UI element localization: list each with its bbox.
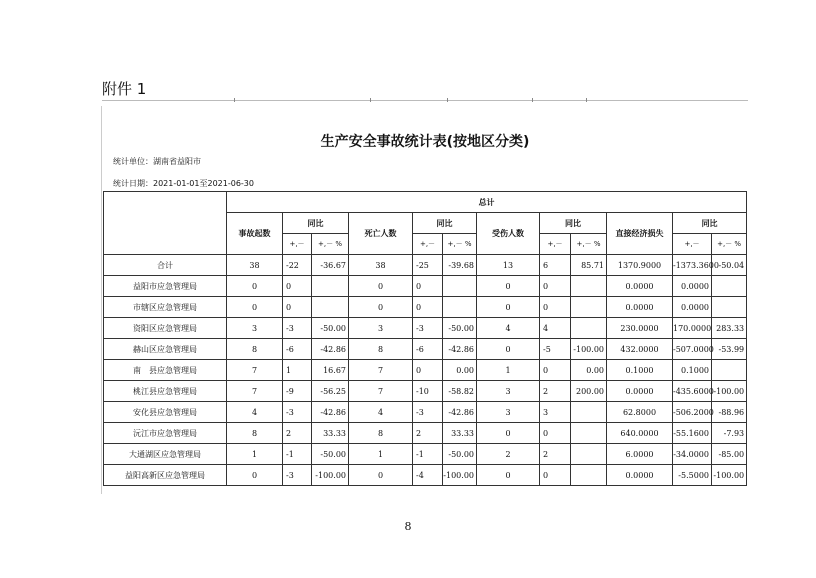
- cell-death-p: 33.33: [443, 423, 477, 444]
- cell-death-p: -39.68: [443, 255, 477, 276]
- table-row: [104, 297, 747, 318]
- cell-acc-p: -42.86: [312, 339, 349, 360]
- cell-death-d: -6: [413, 339, 443, 360]
- cell-acc-d: 0: [283, 276, 312, 297]
- total-header: 总计: [227, 192, 747, 213]
- cell-death-p: -42.86: [443, 402, 477, 423]
- table-row: [104, 318, 747, 339]
- table-row: [104, 360, 747, 381]
- cell-inj: 4: [477, 318, 540, 339]
- page-number: 8: [404, 520, 412, 533]
- cell-inj-p: [571, 444, 607, 465]
- cell-acc-d: 2: [283, 423, 312, 444]
- cell-acc: 38: [227, 255, 283, 276]
- table-body: [104, 255, 747, 486]
- cell-name: 大通湖区应急管理局: [104, 444, 227, 465]
- cell-acc-p: 33.33: [312, 423, 349, 444]
- cell-death-d: 2: [413, 423, 443, 444]
- cell-inj: 0: [477, 339, 540, 360]
- table-row: [104, 276, 747, 297]
- cell-loss-p: -88.96: [712, 402, 747, 423]
- cell-name: 桃江县应急管理局: [104, 381, 227, 402]
- cell-death: 8: [349, 423, 413, 444]
- cell-death: 8: [349, 339, 413, 360]
- cell-death-p: -50.00: [443, 318, 477, 339]
- cell-acc-d: -3: [283, 318, 312, 339]
- cell-death: 7: [349, 381, 413, 402]
- table-row: [104, 255, 747, 276]
- cell-name: 资阳区应急管理局: [104, 318, 227, 339]
- accidents-header: 事故起数: [227, 213, 283, 255]
- cell-inj-p: [571, 402, 607, 423]
- loss-pct-header: +,－ %: [712, 234, 747, 255]
- cell-name: 益阳市应急管理局: [104, 276, 227, 297]
- table-row: [104, 381, 747, 402]
- cell-inj: 0: [477, 297, 540, 318]
- cell-death: 3: [349, 318, 413, 339]
- cell-acc: 8: [227, 339, 283, 360]
- cell-inj: 3: [477, 402, 540, 423]
- deaths-header: 死亡人数: [349, 213, 413, 255]
- cell-inj: 0: [477, 276, 540, 297]
- cell-loss: 0.0000: [607, 276, 673, 297]
- cell-loss: 1370.9000: [607, 255, 673, 276]
- cell-inj: 3: [477, 381, 540, 402]
- cell-loss-p: [712, 276, 747, 297]
- cell-acc-p: -42.86: [312, 402, 349, 423]
- cell-death: 38: [349, 255, 413, 276]
- cell-death-d: 0: [413, 360, 443, 381]
- cell-inj-d: 0: [540, 423, 571, 444]
- loss-yoy-header: 同比: [673, 213, 747, 234]
- cell-death: 0: [349, 465, 413, 486]
- table-row: [104, 465, 747, 486]
- cell-acc-d: -9: [283, 381, 312, 402]
- accidents-pct-header: +,－ %: [312, 234, 349, 255]
- cell-loss-d: -435.6000: [673, 381, 712, 402]
- cell-inj-d: 0: [540, 297, 571, 318]
- cell-inj-d: 0: [540, 360, 571, 381]
- cell-acc-p: -50.00: [312, 444, 349, 465]
- cell-loss: 640.0000: [607, 423, 673, 444]
- attachment-label: 附件 1: [102, 80, 147, 98]
- cell-death-p: 0.00: [443, 360, 477, 381]
- cell-inj: 0: [477, 465, 540, 486]
- cell-acc-p: [312, 276, 349, 297]
- cell-inj: 0: [477, 423, 540, 444]
- cell-death: 1: [349, 444, 413, 465]
- cell-acc-d: 0: [283, 297, 312, 318]
- cell-inj-p: [571, 318, 607, 339]
- cell-death: 0: [349, 276, 413, 297]
- cell-acc-d: -3: [283, 465, 312, 486]
- cell-loss: 62.8000: [607, 402, 673, 423]
- cell-acc-d: -1: [283, 444, 312, 465]
- cell-loss-p: -53.99: [712, 339, 747, 360]
- cell-death-p: -100.00: [443, 465, 477, 486]
- cell-inj-p: [571, 465, 607, 486]
- sheet-top-border: [102, 100, 748, 107]
- cell-inj-d: 0: [540, 276, 571, 297]
- cell-acc: 0: [227, 276, 283, 297]
- cell-acc: 7: [227, 381, 283, 402]
- cell-loss-p: -7.93: [712, 423, 747, 444]
- cell-death-d: -4: [413, 465, 443, 486]
- cell-acc: 1: [227, 444, 283, 465]
- cell-loss-d: -34.0000: [673, 444, 712, 465]
- cell-acc: 4: [227, 402, 283, 423]
- cell-inj-d: 3: [540, 402, 571, 423]
- cell-acc: 3: [227, 318, 283, 339]
- cell-acc: 0: [227, 297, 283, 318]
- cell-loss: 0.0000: [607, 297, 673, 318]
- cell-name: 沅江市应急管理局: [104, 423, 227, 444]
- cell-inj-d: 0: [540, 465, 571, 486]
- table-row: [104, 423, 747, 444]
- cell-name: 合计: [104, 255, 227, 276]
- cell-death-d: -3: [413, 402, 443, 423]
- cell-name: 南 县应急管理局: [104, 360, 227, 381]
- cell-inj-p: 0.00: [571, 360, 607, 381]
- cell-inj-p: [571, 297, 607, 318]
- cell-inj-d: 2: [540, 444, 571, 465]
- table-row: [104, 339, 747, 360]
- sheet-left-border: [101, 106, 102, 494]
- cell-loss-p: [712, 360, 747, 381]
- cell-inj-d: 2: [540, 381, 571, 402]
- cell-loss: 0.0000: [607, 465, 673, 486]
- cell-acc-d: -22: [283, 255, 312, 276]
- cell-inj-p: 85.71: [571, 255, 607, 276]
- cell-acc-d: -6: [283, 339, 312, 360]
- injuries-pct-header: +,－ %: [571, 234, 607, 255]
- cell-death-p: [443, 297, 477, 318]
- cell-loss-d: 0.0000: [673, 276, 712, 297]
- loss-header: 直接经济损失: [607, 213, 673, 255]
- cell-inj-d: -5: [540, 339, 571, 360]
- cell-loss-d: -55.1600: [673, 423, 712, 444]
- cell-loss-d: 0.1000: [673, 360, 712, 381]
- accident-statistics-table: [103, 191, 747, 486]
- injuries-header: 受伤人数: [477, 213, 540, 255]
- cell-death-d: 0: [413, 297, 443, 318]
- cell-loss-p: -100.00: [712, 381, 747, 402]
- cell-inj-p: [571, 423, 607, 444]
- cell-loss-d: -507.0000: [673, 339, 712, 360]
- cell-acc-d: 1: [283, 360, 312, 381]
- cell-inj-p: -100.00: [571, 339, 607, 360]
- cell-acc-p: -50.00: [312, 318, 349, 339]
- cell-acc: 0: [227, 465, 283, 486]
- cell-death-d: -10: [413, 381, 443, 402]
- cell-loss: 432.0000: [607, 339, 673, 360]
- cell-loss-p: [712, 297, 747, 318]
- cell-loss-p: -85.00: [712, 444, 747, 465]
- cell-name: 益阳高新区应急管理局: [104, 465, 227, 486]
- deaths-yoy-header: 同比: [413, 213, 477, 234]
- cell-inj-d: 6: [540, 255, 571, 276]
- cell-inj: 2: [477, 444, 540, 465]
- cell-loss: 6.0000: [607, 444, 673, 465]
- table-row: [104, 444, 747, 465]
- cell-acc: 8: [227, 423, 283, 444]
- deaths-pct-header: +,－ %: [443, 234, 477, 255]
- cell-death-p: [443, 276, 477, 297]
- cell-loss-d: -506.2000: [673, 402, 712, 423]
- cell-death-p: -42.86: [443, 339, 477, 360]
- cell-inj-p: 200.00: [571, 381, 607, 402]
- cell-loss-d: -1373.3600: [673, 255, 712, 276]
- document-title: 生产安全事故统计表(按地区分类): [320, 134, 530, 150]
- cell-acc-p: -36.67: [312, 255, 349, 276]
- cell-death-d: 0: [413, 276, 443, 297]
- cell-loss: 230.0000: [607, 318, 673, 339]
- cell-inj-p: [571, 276, 607, 297]
- cell-inj: 1: [477, 360, 540, 381]
- cell-loss-d: 0.0000: [673, 297, 712, 318]
- injuries-diff-header: +,－: [540, 234, 571, 255]
- cell-death-d: -3: [413, 318, 443, 339]
- cell-death-d: -25: [413, 255, 443, 276]
- injuries-yoy-header: 同比: [540, 213, 607, 234]
- cell-death: 7: [349, 360, 413, 381]
- cell-name: 赫山区应急管理局: [104, 339, 227, 360]
- cell-loss-p: -100.00: [712, 465, 747, 486]
- cell-acc-d: -3: [283, 402, 312, 423]
- cell-death-p: -50.00: [443, 444, 477, 465]
- region-header: [104, 192, 227, 255]
- cell-name: 市辖区应急管理局: [104, 297, 227, 318]
- cell-acc: 7: [227, 360, 283, 381]
- cell-inj-d: 4: [540, 318, 571, 339]
- cell-inj: 13: [477, 255, 540, 276]
- cell-death: 4: [349, 402, 413, 423]
- cell-acc-p: -100.00: [312, 465, 349, 486]
- statistics-unit: 统计单位：湖南省益阳市: [113, 157, 201, 166]
- cell-acc-p: 16.67: [312, 360, 349, 381]
- cell-acc-p: [312, 297, 349, 318]
- cell-loss-d: 170.0000: [673, 318, 712, 339]
- cell-loss: 0.1000: [607, 360, 673, 381]
- cell-name: 安化县应急管理局: [104, 402, 227, 423]
- accidents-yoy-header: 同比: [283, 213, 349, 234]
- cell-loss-p: 283.33: [712, 318, 747, 339]
- cell-acc-p: -56.25: [312, 381, 349, 402]
- deaths-diff-header: +,－: [413, 234, 443, 255]
- cell-death-p: -58.82: [443, 381, 477, 402]
- cell-loss-p: -50.04: [712, 255, 747, 276]
- loss-diff-header: +,－: [673, 234, 712, 255]
- cell-loss-d: -5.5000: [673, 465, 712, 486]
- statistics-date: 统计日期：2021-01-01至2021-06-30: [113, 179, 254, 188]
- accidents-diff-header: +,－: [283, 234, 312, 255]
- cell-loss: 0.0000: [607, 381, 673, 402]
- cell-death: 0: [349, 297, 413, 318]
- cell-death-d: -1: [413, 444, 443, 465]
- table-row: [104, 402, 747, 423]
